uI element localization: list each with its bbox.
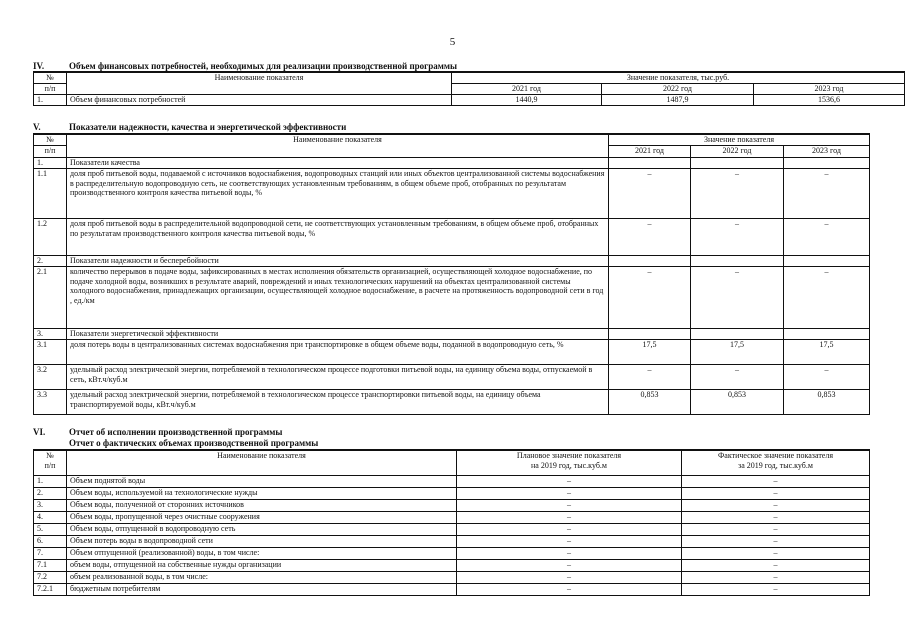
row-value: –	[609, 364, 691, 389]
row-value: –	[784, 266, 870, 328]
table-row	[34, 364, 870, 389]
reliability-indicators-table	[33, 133, 870, 415]
section-6-number: VI.	[33, 427, 46, 437]
table-row	[34, 389, 870, 414]
hdr-plan-line: Плановое значение показателя	[516, 451, 622, 460]
row-no: 4.	[34, 511, 67, 523]
hdr-year: 2021 год	[452, 83, 602, 94]
section-4-title: Объем финансовых потребностей, необходимых для реализации производственной программы	[69, 61, 458, 71]
hdr-plan-line: на 2019 год, тыс.куб.м	[531, 460, 607, 470]
section-5-title: Показатели надежности, качества и энергетической эффективности	[69, 122, 347, 132]
row-no: 2.1	[34, 266, 67, 328]
row-fact: –	[682, 475, 870, 487]
row-value: –	[784, 218, 870, 255]
table-row	[34, 571, 870, 583]
row-fact: –	[682, 583, 870, 595]
section-6-subtitle: Отчет о фактических объемах производственной программы	[69, 438, 319, 448]
table-row	[34, 559, 870, 571]
row-name: Объем отпущенной (реализованной) воды, в том числе:	[67, 547, 457, 559]
hdr-no-line: №	[46, 451, 54, 460]
table-row	[34, 535, 870, 547]
row-value: 1536,6	[754, 94, 905, 105]
hdr-fact-line: Фактическое значение показателя	[717, 451, 834, 460]
financial-needs-table	[33, 71, 905, 106]
row-value: –	[691, 218, 784, 255]
table-row	[34, 475, 870, 487]
row-no: 3.1	[34, 339, 67, 364]
row-value	[691, 255, 784, 266]
row-name: Показатели качества	[67, 157, 609, 168]
row-no: 1.	[34, 157, 67, 168]
row-value: –	[691, 266, 784, 328]
row-value: 0,853	[784, 389, 870, 414]
hdr-year: 2022 год	[691, 145, 784, 157]
hdr-fact	[682, 450, 870, 475]
row-value	[784, 255, 870, 266]
row-no: 2.	[34, 487, 67, 499]
table-row	[34, 157, 870, 168]
row-no: 7.1	[34, 559, 67, 571]
hdr-value: Значение показателя, тыс.руб.	[452, 72, 905, 83]
row-plan: –	[457, 571, 682, 583]
row-value	[784, 328, 870, 339]
row-value: –	[609, 266, 691, 328]
row-name: бюджетным потребителям	[67, 583, 457, 595]
row-plan: –	[457, 475, 682, 487]
table-row	[34, 218, 870, 255]
row-no: 3.2	[34, 364, 67, 389]
hdr-no: №	[34, 134, 67, 145]
page-number: 5	[449, 36, 456, 48]
row-plan: –	[457, 499, 682, 511]
section-6-heading	[33, 427, 282, 437]
table-row	[34, 547, 870, 559]
hdr-value: Значение показателя	[609, 134, 870, 145]
row-plan: –	[457, 487, 682, 499]
production-volumes-table	[33, 449, 870, 596]
row-fact: –	[682, 523, 870, 535]
row-value: –	[784, 168, 870, 218]
row-value: 1487,9	[602, 94, 754, 105]
table-row	[34, 168, 870, 218]
row-name: Объем воды, пропущенной через очистные сооружения	[67, 511, 457, 523]
table-row	[34, 487, 870, 499]
row-plan: –	[457, 523, 682, 535]
row-value	[784, 157, 870, 168]
section-4-heading	[33, 61, 457, 71]
row-value: –	[609, 168, 691, 218]
row-value	[609, 255, 691, 266]
row-no: 6.	[34, 535, 67, 547]
row-plan: –	[457, 535, 682, 547]
row-fact: –	[682, 499, 870, 511]
row-no: 1.	[34, 475, 67, 487]
row-value	[691, 157, 784, 168]
row-no: 3.	[34, 328, 67, 339]
hdr-name: Наименование показателя	[67, 450, 457, 475]
hdr-year: 2022 год	[602, 83, 754, 94]
row-value: –	[691, 364, 784, 389]
row-name: доля проб питьевой воды в распределительной водопроводной сети, не соответствующих установленным требованиям, в общем объеме проб, отобранных по результатам производственного контроля качества питьевой воды, %	[67, 218, 609, 255]
row-plan: –	[457, 511, 682, 523]
row-name: удельный расход электрической энергии, потребляемой в технологическом процессе транспортировки питьевой воды, на единицу объема транспортируемой воды, кВт.ч/куб.м	[67, 389, 609, 414]
row-no: 5.	[34, 523, 67, 535]
table-row	[34, 499, 870, 511]
hdr-no	[34, 450, 67, 475]
row-name: Объем потерь воды в водопроводной сети	[67, 535, 457, 547]
row-name: объем воды, отпущенной на собственные нужды организации	[67, 559, 457, 571]
table-row	[34, 266, 870, 328]
hdr-plan	[457, 450, 682, 475]
hdr-no-2: п/п	[34, 83, 67, 94]
hdr-no-2: п/п	[34, 145, 67, 157]
table-row	[34, 328, 870, 339]
row-no: 3.3	[34, 389, 67, 414]
row-value	[691, 328, 784, 339]
table-row	[34, 94, 905, 105]
row-name: доля проб питьевой воды, подаваемой с источников водоснабжения, водопроводных станций или иных объектов централизованной системы водоснабжения в распределительную водопроводную сеть, не соответствующих установленным требованиям, в общем объеме проб, отобранных по результатам производственного контроля качества питьевой воды, %	[67, 168, 609, 218]
row-name: Объем поднятой воды	[67, 475, 457, 487]
row-no: 2.	[34, 255, 67, 266]
row-name: Объем воды, полученной от сторонних источников	[67, 499, 457, 511]
section-5-number: V.	[33, 122, 41, 132]
hdr-name: Наименование показателя	[67, 134, 609, 157]
table-row	[34, 523, 870, 535]
row-no: 1.	[34, 94, 67, 105]
row-fact: –	[682, 535, 870, 547]
hdr-year: 2023 год	[754, 83, 905, 94]
row-value: 17,5	[784, 339, 870, 364]
row-fact: –	[682, 547, 870, 559]
row-name: Объем финансовых потребностей	[67, 94, 452, 105]
table-row	[34, 339, 870, 364]
table-row	[34, 255, 870, 266]
row-value: 17,5	[691, 339, 784, 364]
row-no: 1.1	[34, 168, 67, 218]
hdr-name: Наименование показателя	[67, 72, 452, 94]
row-no: 7.2.1	[34, 583, 67, 595]
hdr-fact-line: за 2019 год, тыс.куб.м	[738, 460, 813, 470]
section-4-number: IV.	[33, 61, 45, 71]
row-no: 7.2	[34, 571, 67, 583]
section-6-title: Отчет об исполнении производственной программы	[69, 427, 283, 437]
hdr-year: 2023 год	[784, 145, 870, 157]
row-name: Показатели энергетической эффективности	[67, 328, 609, 339]
row-name: объем реализованной воды, в том числе:	[67, 571, 457, 583]
table-row	[34, 583, 870, 595]
row-name: доля потерь воды в централизованных системах водоснабжения при транспортировке в общем объеме воды, поданной в водопроводную сеть, %	[67, 339, 609, 364]
row-name: количество перерывов в подаче воды, зафиксированных в местах исполнения обязательств организацией, осуществляющей холодное водоснабжение, по подаче холодной воды, возникших в результате аварий, повреждений и иных технологических нарушений на объектах централизованной системы холодного водоснабжения, принадлежащих организации, осуществляющей холодное водоснабжение, в расчете на протяженность водопроводной сети в год , ед./км	[67, 266, 609, 328]
row-value	[609, 328, 691, 339]
row-no: 1.2	[34, 218, 67, 255]
row-value: –	[609, 218, 691, 255]
row-no: 3.	[34, 499, 67, 511]
row-no: 7.	[34, 547, 67, 559]
row-value	[609, 157, 691, 168]
row-value: 0,853	[691, 389, 784, 414]
row-value: –	[691, 168, 784, 218]
row-plan: –	[457, 583, 682, 595]
hdr-no-line: п/п	[44, 460, 56, 470]
row-value: 0,853	[609, 389, 691, 414]
row-name: Объем воды, используемой на технологические нужды	[67, 487, 457, 499]
hdr-year: 2021 год	[609, 145, 691, 157]
row-plan: –	[457, 559, 682, 571]
row-value: 1440,9	[452, 94, 602, 105]
row-name: Показатели надежности и бесперебойности	[67, 255, 609, 266]
hdr-no: №	[34, 72, 67, 83]
row-fact: –	[682, 559, 870, 571]
row-value: –	[784, 364, 870, 389]
row-name: Объем воды, отпущенной в водопроводную сеть	[67, 523, 457, 535]
section-5-heading	[33, 122, 346, 132]
row-fact: –	[682, 511, 870, 523]
row-plan: –	[457, 547, 682, 559]
row-value: 17,5	[609, 339, 691, 364]
row-fact: –	[682, 487, 870, 499]
table-row	[34, 511, 870, 523]
row-fact: –	[682, 571, 870, 583]
row-name: удельный расход электрической энергии, потребляемой в технологическом процессе подготовки питьевой воды, на единицу объема воды, отпускаемой в сеть, кВт.ч/куб.м	[67, 364, 609, 389]
